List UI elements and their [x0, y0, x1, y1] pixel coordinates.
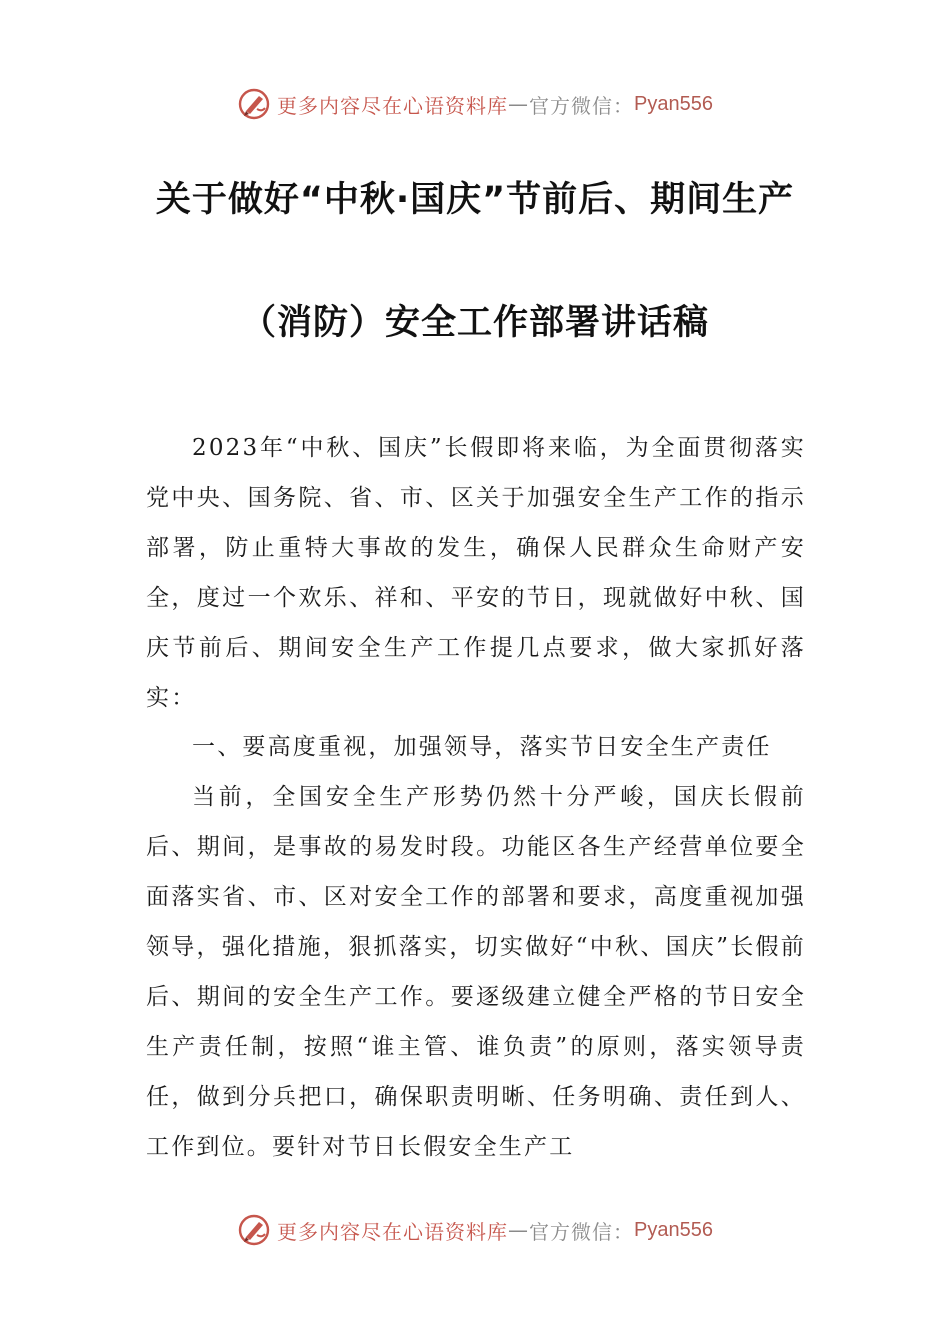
watermark-prefix: 更多内容尽在心语资料库 [277, 1219, 509, 1244]
watermark-id: Pyan556 [634, 92, 713, 115]
watermark-id: Pyan556 [634, 1218, 713, 1241]
watermark-suffix: 官方微信： [529, 93, 635, 118]
pen-logo-icon [237, 1213, 271, 1247]
paragraph-section-1: 当前，全国安全生产形势仍然十分严峻，国庆长假前后、期间，是事故的易发时段。功能区各生产经营单位要全面落实省、市、区对安全工作的部署和要求，高度重视加强领导，强化措施，狠抓落实，切实做好“中秋、国庆”长假前后、期间的安全生产工作。要逐级建立健全严格的节日安全生产责任制，按照“谁主管、谁负责”的原则，落实领导责任，做到分兵把口，确保职责明晰、任务明确、责任到人、工作到位。要针对节日长假安全生产工 [146, 784, 806, 1160]
watermark-suffix: 官方微信： [529, 1219, 635, 1244]
watermark-banner-top [0, 82, 950, 126]
watermark-dash: — [508, 1218, 530, 1242]
watermark-prefix: 更多内容尽在心语资料库 [277, 93, 509, 118]
body-text [146, 424, 806, 1173]
paragraph-intro: 2023年“中秋、国庆”长假即将来临，为全面贯彻落实党中央、国务院、省、市、区关于加强安全生产工作的指示部署，防止重特大事故的发生，确保人民群众生命财产安全，度过一个欢乐、祥和、平安的节日，现就做好中秋、国庆节前后、期间安全生产工作提几点要求，做大家抓好落实： [146, 435, 806, 711]
watermark-banner-bottom [0, 1208, 950, 1252]
watermark-dash: — [508, 92, 530, 116]
pen-logo-icon [237, 87, 271, 121]
title-line-2: （消防）安全工作部署讲话稿 [240, 303, 709, 343]
title-line-1: 关于做好“中秋·国庆”节前后、期间生产 [155, 180, 795, 220]
section-heading-1: 一、要高度重视，加强领导，落实节日安全生产责任 [192, 734, 772, 761]
